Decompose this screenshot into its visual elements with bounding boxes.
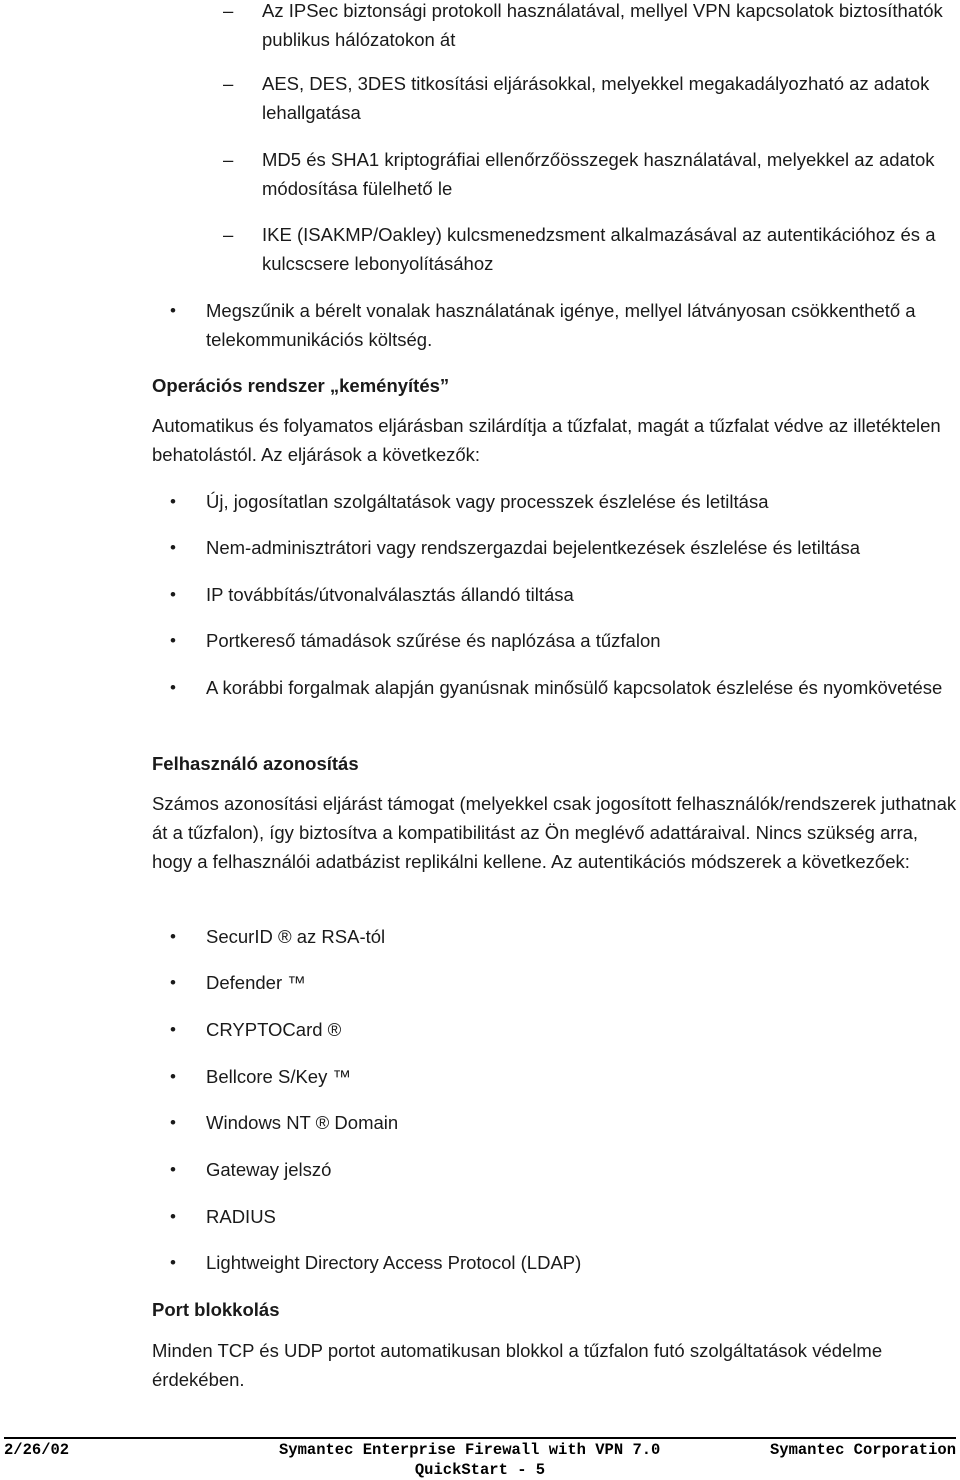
bullet-marker: • (170, 1020, 176, 1039)
list-item (223, 220, 960, 278)
list-item-text: Új, jogosítatlan szolgáltatások vagy processzek észlelése és letiltása (206, 491, 769, 512)
section-heading: Felhasználó azonosítás (152, 753, 359, 774)
footer-title: Symantec Enterprise Firewall with VPN 7.0 (279, 1441, 661, 1459)
list-item (170, 673, 960, 731)
footer-company: Symantec Corporation (769, 1441, 956, 1459)
list-item-text: A korábbi forgalmak alapján gyanúsnak minősülő kapcsolatok észlelése és nyomkövetése (206, 677, 943, 698)
list-item-text: AES, DES, 3DES titkosítási eljárásokkal, melyekkel megakadályozható az adatok lehallgatása (262, 73, 930, 123)
footer-date: 2/26/02 (4, 1441, 70, 1459)
list-item (170, 296, 960, 354)
bullet-marker: • (170, 1253, 176, 1272)
section-paragraph: Minden TCP és UDP portot automatikusan blokkol a tűzfalon futó szolgáltatások védelme érdekében. (152, 1340, 883, 1390)
bullet-marker: • (170, 492, 176, 511)
section-heading: Operációs rendszer „keményítés” (152, 375, 450, 396)
list-item-text: IP továbbítás/útvonalválasztás állandó tiltása (206, 584, 574, 605)
bullet-marker: • (170, 678, 176, 697)
list-item-text: Nem-adminisztrátori vagy rendszergazdai bejelentkezések észlelése és letiltása (206, 537, 860, 558)
section-paragraph: Számos azonosítási eljárást támogat (melyekkel csak jogosított felhasználók/rendszerek juthatnak át a tűzfalon), így biztosítva a kompatibilitást az Ön meglévő adattáraival. Nincs szükség arra, hogy a felhasználói adatbázist replikálni kellene. Az autentikációs módszerek a következőek: (152, 793, 957, 872)
bullet-marker: • (170, 585, 176, 604)
list-item-text: Lightweight Directory Access Protocol (LDAP) (206, 1252, 582, 1273)
section-paragraph: Automatikus és folyamatos eljárásban szilárdítja a tűzfalat, magát a tűzfalat védve az illetéktelen behatolástól. Az eljárások a következők: (152, 415, 941, 465)
footer (4, 1440, 956, 1460)
bullet-marker: • (170, 927, 176, 946)
list-item-text: SecurID ® az RSA-tól (206, 926, 386, 947)
list-item (223, 0, 960, 54)
dash-marker: – (223, 149, 234, 170)
list-item-text: MD5 és SHA1 kriptográfiai ellenőrzőösszegek használatával, melyekkel az adatok módosítása fülelhető le (262, 149, 935, 199)
list-item-text: Bellcore S/Key ™ (206, 1066, 351, 1087)
list-item-text: RADIUS (206, 1206, 276, 1227)
list-item (223, 69, 960, 127)
bullet-marker: • (170, 1207, 176, 1226)
bullet-marker: • (170, 301, 176, 320)
list-item-text: Gateway jelszó (206, 1159, 332, 1180)
dash-marker: – (223, 224, 234, 245)
list-item-text: Megszűnik a bérelt vonalak használatának igénye, mellyel látványosan csökkenthető a telekommunikációs költség. (206, 300, 916, 350)
list-item (223, 145, 960, 203)
section-heading: Port blokkolás (152, 1299, 280, 1320)
footer-page-number: QuickStart - 5 (414, 1461, 546, 1479)
bullet-marker: • (170, 538, 176, 557)
list-item-text: Windows NT ® Domain (206, 1112, 399, 1133)
list-item-text: CRYPTOCard ® (206, 1019, 342, 1040)
dash-marker: – (223, 0, 234, 21)
list-item-text: IKE (ISAKMP/Oakley) kulcsmenedzsment alkalmazásával az autentikációhoz és a kulcscsere lebonyolításához (262, 224, 936, 274)
list-item-text: Portkereső támadások szűrése és naplózása a tűzfalon (206, 630, 661, 651)
bullet-marker: • (170, 973, 176, 992)
list-item-text: Az IPSec biztonsági protokoll használatával, mellyel VPN kapcsolatok biztosíthatók publikus hálózatokon át (262, 0, 943, 50)
footer-divider (4, 1437, 956, 1439)
bullet-marker: • (170, 631, 176, 650)
bullet-marker: • (170, 1067, 176, 1086)
list-item-text: Defender ™ (206, 972, 306, 993)
dash-marker: – (223, 73, 234, 94)
bullet-marker: • (170, 1113, 176, 1132)
bullet-marker: • (170, 1160, 176, 1179)
